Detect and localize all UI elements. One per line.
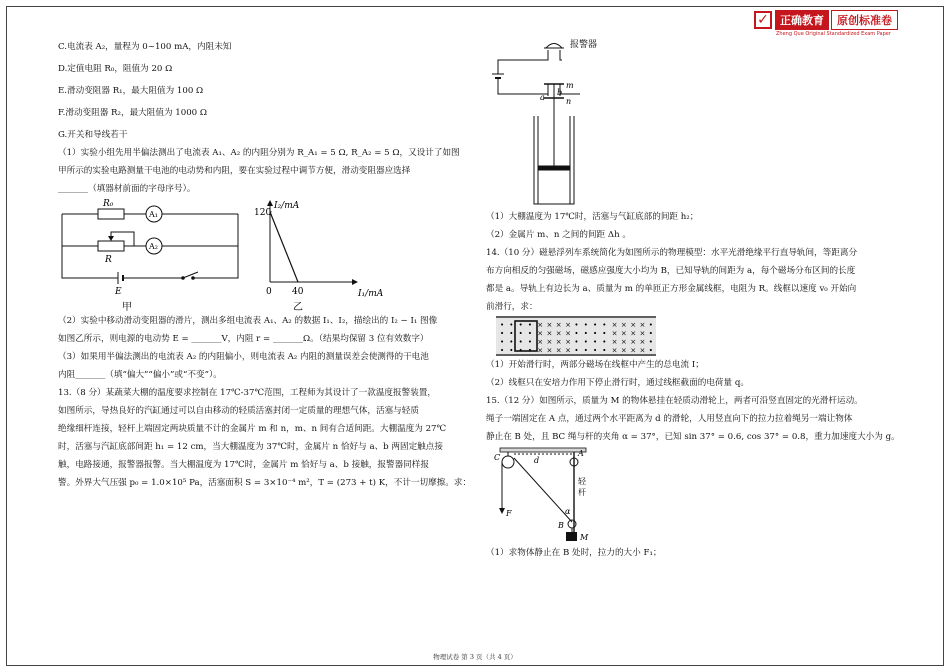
field-symbol: × [546,338,553,346]
pulley-label-rod2: 杆 [578,488,586,497]
field-symbol: • [574,329,579,338]
field-symbol: × [620,329,627,338]
q15-line1: 15.（12 分）如图所示，质量为 M 的物体悬挂在轻质动滑轮上，两者可沿竖直固定的光滑杆运动。 [486,396,863,406]
field-symbol: × [611,346,618,355]
field-symbol: • [509,321,514,329]
field-symbol: • [583,329,588,338]
circuit-label-a2: A₂ [149,242,158,251]
i2-i1-graph [254,200,384,313]
field-symbol: • [574,346,579,355]
circuit-label-r: R [105,255,112,265]
field-symbol: • [518,346,523,355]
circuit-label-r0: R₀ [103,199,114,209]
graph-origin: 0 [266,287,272,297]
field-symbol: • [648,338,653,346]
q12-part1-line2: 甲所示的实验电路测量干电池的电动势和内阻，要在实验过程中调节方便，滑动变阻器应选择 [58,166,411,176]
field-symbol: • [509,329,514,338]
q14-sub1: （1）开始滑行时，两部分磁场在线框中产生的总电流 I； [486,360,704,370]
field-symbol: • [527,346,533,355]
pulley-label-rod: 轻 [578,477,586,486]
field-symbol: × [565,321,571,329]
field-symbol: • [593,329,598,338]
alarm-label: 报警器 [570,40,598,50]
page-footer: 物理试卷 第 3 页（共 4 页） [433,653,517,661]
alarm-label-m: m [566,81,574,90]
field-symbol: • [602,346,607,355]
field-symbol: × [555,329,562,338]
x-arrow-icon [352,279,358,285]
field-symbol: × [555,321,562,329]
alarm-label-b: b [557,88,563,97]
q13-line2: 如图所示，导热良好的汽缸通过可以自由移动的轻质活塞封闭一定质量的理想气体，活塞与轻质 [58,406,419,416]
brand-logo [754,10,898,37]
q12-figures [58,196,458,314]
circuit-caption: 甲 [122,302,132,313]
field-symbol: • [574,321,579,329]
field-symbol: × [546,321,553,329]
left-column [58,40,472,490]
field-symbol: • [583,321,588,329]
field-symbol: × [537,338,544,346]
field-symbol: × [620,346,627,355]
field-symbol: × [537,329,544,338]
q12-part3-line1: （3）如果用半偏法测出的电流表 A₂ 的内阻偏小，则电流表 A₂ 内阻的测量误差会使测得的干电池 [58,352,429,362]
brand-name-b: 原创标准卷 [831,10,898,30]
field-symbol: × [639,346,646,355]
field-symbol: × [630,338,637,346]
option-g: G.开关和导线若干 [58,130,128,140]
q14-line4: 前滑行，求： [486,302,538,312]
field-symbol: × [537,346,544,355]
q12-part1-line1: （1）实验小组先用半偏法测出了电流表 A₁、A₂ 的内阻分别为 R_A₁ = 5 Ω, R_A₂ = 5 Ω，又设计了如图 [58,148,460,158]
field-symbol: • [500,321,505,329]
field-symbol: • [527,321,533,329]
graph-x-label: I₁/mA [358,289,384,299]
q13-line5: 触，电路接通，报警器报警。当大棚温度为 17℃时，金属片 m 恰好与 a、b 接触，报警器同样报 [58,460,429,470]
field-symbol: • [648,329,653,338]
field-symbol: • [527,338,533,346]
field-symbol: • [583,346,588,355]
q12-part3-line2: 内阻_______（填“偏大”“偏小”或“不变”）。 [58,370,222,380]
q15-line3: 静止在 B 处，且 BC 绳与杆的夹角 α = 37°，已知 sin 37° = 0.6, cos 37° = 0.8，重力加速度大小为 g。 [486,432,900,442]
field-symbol: • [593,338,598,346]
field-symbol: • [518,321,523,329]
pulley-figure [494,444,634,546]
q15-sub1: （1）求物体静止在 B 处时，拉力的大小 F₁； [486,548,662,558]
option-f: F.滑动变阻器 R₂，最大阻值为 1000 Ω [58,108,207,118]
alarm-apparatus [490,38,630,210]
q12-part2-line1: （2）实验中移动滑动变阻器的滑片，测出多组电流表 A₁、A₂ 的数据 I₁、I₂，描绘出的 I₂ − I₁ 图像 [58,316,438,326]
field-symbol: × [611,329,618,338]
q15-line2: 绳子一端固定在 A 点，通过两个水平距离为 d 的滑轮，人用竖直向下的拉力拉着绳另一端让物体 [486,414,853,424]
brand-name-a: 正确教育 [775,10,829,30]
field-symbol: × [555,346,562,355]
field-symbol: × [546,329,553,338]
q14-line2: 布方向相反的匀强磁场，磁感应强度大小均为 B，已知导轨的间距为 a，每个磁场分布区间的长度 [486,266,856,276]
graph-caption: 乙 [293,302,303,313]
field-symbol: × [620,321,627,329]
q13-sub2: （2）金属片 m、n 之间的间距 Δh 。 [486,230,631,240]
q14-line1: 14.（10 分）磁悬浮列车系统简化为如图所示的物理模型：水平光滑绝缘平行直导轨间，等距离分 [486,248,858,258]
field-symbol: × [565,338,571,346]
q13-line4: 时，活塞与汽缸底部间距 h₁ = 12 cm，当大棚温度为 37℃时，金属片 n 恰好与 a、b 两固定触点接 [58,442,443,452]
circuit-label-a1: A₁ [149,210,158,219]
field-symbol: × [546,346,553,355]
field-symbol: × [630,321,637,329]
q12-part1-line3: _______（填器材前面的字母序号）。 [58,184,196,194]
field-symbol: • [500,329,505,338]
brand-tagline: Zheng Que Original Standardized Exam Paper [776,31,891,37]
alarm-label-n: n [566,97,572,106]
force-arrow-icon [499,508,505,514]
field-symbol: × [639,321,646,329]
field-symbol: × [565,346,571,355]
field-symbol: • [518,329,523,338]
alarm-label-a: a [540,93,545,102]
field-symbol: • [602,329,607,338]
field-symbol: × [630,329,637,338]
field-symbol: • [593,346,598,355]
field-symbol: • [648,346,653,355]
q14-line3: 都是 a。导轨上有边长为 a、质量为 m 的单匝正方形金属线框，电阻为 R。线框以速度 v₀ 开始向 [486,284,857,294]
pulley-label-alpha: α [565,507,571,516]
field-symbol: • [602,321,607,329]
q13-line6: 警。外界大气压强 p₀ = 1.0×10⁵ Pa，活塞面积 S = 3×10⁻⁴ m²，T = (273 + t) K，不计一切摩擦。求： [58,478,472,488]
field-symbol: × [565,329,571,338]
field-symbol: × [611,338,618,346]
field-symbol: • [583,338,588,346]
graph-y-tick: 120 [254,207,272,218]
graph-series-line [270,212,298,282]
field-symbol: • [602,338,607,346]
pulley-label-a: A [578,449,584,458]
field-symbol: × [620,338,627,346]
pulley-label-d: d [534,456,540,465]
q13-line3: 绝缘细杆连接，轻杆上端固定两块质量不计的金属片 m 和 n，m、n 间有合适间距。大棚温度为 27℃ [58,424,447,434]
q13-sub1: （1）大棚温度为 17℃时，活塞与气缸底部的间距 h₂； [486,212,699,222]
field-symbol: • [509,346,514,355]
q14-sub2: （2）线框只在安培力作用下停止滑行时，通过线框截面的电荷量 q。 [486,378,749,388]
pulley-label-b: B [558,521,564,530]
option-d: D.定值电阻 R₀，阻值为 20 Ω [58,64,173,74]
field-symbol: × [639,338,646,346]
right-column [486,40,900,560]
magnetic-track-figure [486,314,894,358]
option-c: C.电流表 A₂，量程为 0~100 mA，内阻未知 [58,42,232,52]
field-symbol: • [574,338,579,346]
field-symbol: • [518,338,523,346]
field-symbol: × [639,329,646,338]
field-symbol: • [500,338,505,346]
field-symbol: • [648,321,653,329]
graph-y-label: I₂/mA [274,201,300,211]
field-symbol: × [630,346,637,355]
pulley-label-m: M [580,533,589,542]
check-icon: ✓ [754,11,772,29]
field-symbol: × [611,321,618,329]
option-e: E.滑动变阻器 R₁，最大阻值为 100 Ω [58,86,204,96]
field-symbol: • [509,338,514,346]
graph-x-tick: 40 [292,287,304,297]
y-arrow-icon [267,200,273,206]
field-symbol: • [527,329,533,338]
slider-arrow-icon [108,236,114,241]
q13-line1: 13.（8 分）某蔬菜大棚的温度要求控制在 17℃-37℃范围，工程师为其设计了一款温度报警装置， [58,388,436,398]
field-symbol: • [593,321,598,329]
field-symbol: × [537,321,544,329]
circuit-label-e: E [115,287,122,297]
field-symbol: × [555,338,562,346]
pulley-label-f: F [506,509,512,518]
pulley-label-c: C [494,453,501,462]
field-symbol: • [500,346,505,355]
q12-part2-line2: 如图乙所示，则电源的电动势 E = _______V，内阻 r = _______Ω。（结果均保留 3 位有效数字） [58,334,429,344]
mass-block [566,532,577,541]
